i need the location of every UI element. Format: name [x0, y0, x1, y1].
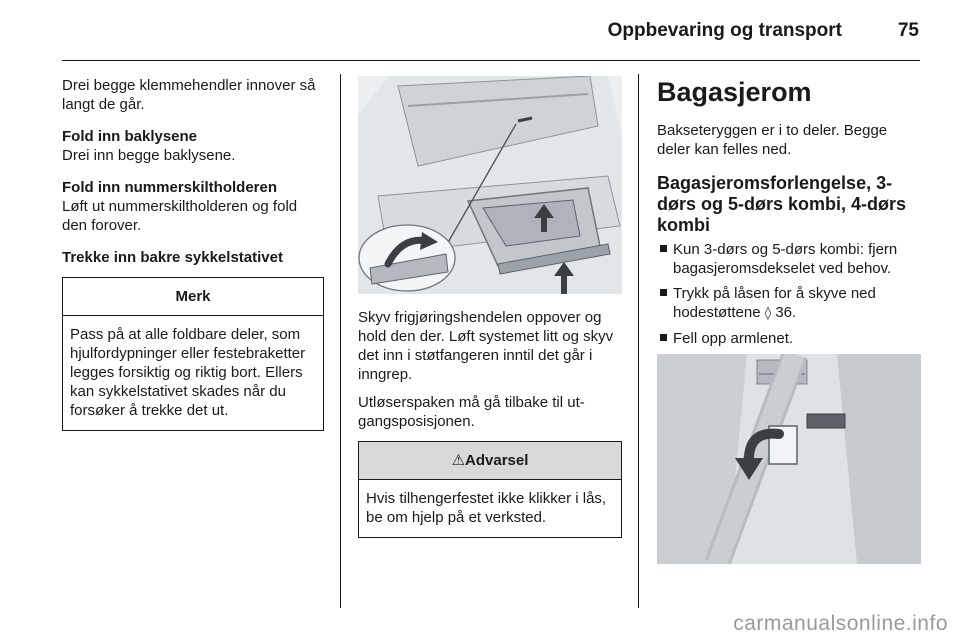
seat-armrest-illustration [657, 354, 921, 564]
instruction-paragraph-1: Skyv frigjøringshendelen oppover og hold den der. Løft systemet litt og skyv det inn i støtfangeren inntil det går i inngrep. [358, 309, 614, 383]
list-item: Fell opp armlenet. [657, 329, 921, 348]
trunk-intro: Bakseteryggen er i to deler. Begge deler kan felles ned. [657, 122, 888, 158]
page-header [0, 0, 960, 62]
middle-column [358, 76, 622, 538]
fold-lights-heading: Fold inn baklysene [62, 128, 198, 145]
retract-rack-heading: Trekke inn bakre sykkelstativet [62, 249, 283, 266]
fold-plate-text: Løft ut nummerskiltholderen og fold den forover. [62, 198, 298, 234]
page-number: 75 [897, 20, 919, 41]
fold-lights-text: Drei inn begge baklysene. [62, 147, 236, 164]
column-divider [340, 74, 341, 608]
section-title: Oppbevaring og transport [607, 20, 842, 41]
warning-text: Hvis tilhengerfestet ikke klikker i lås, be om hjelp på et verksted. [366, 490, 607, 526]
list-item: Kun 3-dørs og 5-dørs kombi: fjern bagasjeromsdekselet ved behov. [657, 240, 921, 278]
list-item: Trykk på låsen for å skyve ned hodestøttene ◊ 36. [657, 284, 921, 323]
left-column [62, 76, 324, 431]
right-column [657, 76, 921, 564]
extension-subheading: Bagasjeromsforlengelse, 3-dørs og 5-dørs kombi, 4-dørs kombi [657, 173, 907, 235]
header-divider [62, 60, 920, 61]
fold-plate-heading: Fold inn nummerskiltholderen [62, 179, 278, 196]
note-box [62, 277, 324, 431]
column-divider [638, 74, 639, 608]
warning-triangle-icon: ⚠ [451, 452, 466, 469]
instruction-paragraph-2: Utløserspaken må gå tilbake til utgangsposisjonen. [358, 394, 585, 430]
warning-header [359, 442, 621, 480]
warning-title: Advarsel [465, 452, 529, 469]
bike-rack-retract-illustration [358, 76, 622, 294]
page-reference-icon: ◊ [764, 306, 772, 321]
note-text: Pass på at alle foldbare deler, som hjulfordypninger eller festebraketter legges forsiktig og riktig bort. Ellers kan sykkelstativet skades når du forsøker å trekke det ut. [70, 326, 306, 419]
instruction-list [657, 240, 921, 348]
intro-paragraph: Drei begge klemmehendler innover så langt de går. [62, 77, 316, 113]
watermark: carmanualsonline.info [733, 612, 948, 635]
section-heading: Bagasjerom [657, 77, 812, 107]
warning-box [358, 441, 622, 538]
note-title: Merk [63, 278, 323, 316]
